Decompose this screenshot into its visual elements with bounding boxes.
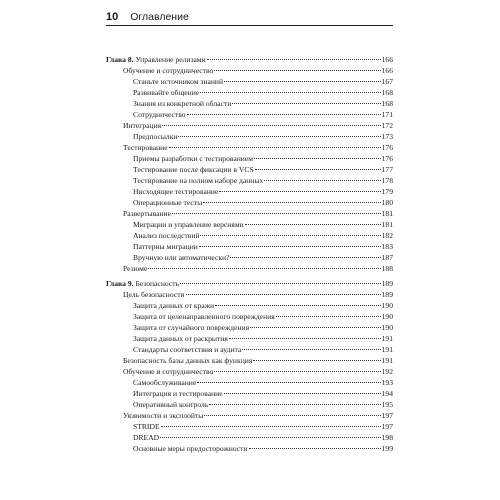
toc-entry-page: 179 (381, 187, 393, 196)
toc-subsection-entry (106, 443, 393, 454)
toc-entry-page: 188 (381, 264, 393, 273)
dot-leader (214, 371, 380, 372)
toc-entry-page: 183 (381, 242, 393, 251)
toc-entry-label (123, 120, 161, 131)
toc-entry-title: Предпосылки (133, 132, 178, 141)
toc-entry-label (123, 410, 203, 421)
dot-leader (160, 437, 380, 438)
toc-entry-page: 176 (381, 143, 393, 152)
toc-entry-label (123, 208, 171, 219)
toc-entry-page: 198 (381, 433, 393, 442)
dot-leader (186, 294, 381, 295)
toc-subsection-entry (106, 377, 393, 388)
toc-entry-title: Обучение и сотрудничество (123, 66, 214, 75)
toc-entry-page: 178 (381, 176, 393, 185)
toc-entry-page: 182 (381, 231, 393, 240)
toc-entry-page: 199 (381, 444, 393, 453)
toc-subsection-entry (106, 153, 393, 164)
toc-subsection-entry (106, 87, 393, 98)
toc-entry-title: Знания из конкретной области (133, 99, 232, 108)
toc-entry-label (133, 421, 160, 432)
toc-entry-title: Управление релизами (135, 55, 206, 64)
toc-subsection-entry (106, 388, 393, 399)
toc-entry-title: Интеграция и тестирование (133, 389, 223, 398)
toc-section-entry (106, 142, 393, 153)
dot-leader (230, 257, 380, 258)
toc-entry-title: Защита от случайного повреждения (133, 323, 250, 332)
toc-subsection-entry (106, 131, 393, 142)
toc-subsection-entry (106, 186, 393, 197)
running-header (106, 10, 393, 24)
toc-subsection-entry (106, 197, 393, 208)
toc-entry-page: 194 (381, 389, 393, 398)
toc-entry-label (123, 65, 213, 76)
toc-entry-label (123, 142, 168, 153)
toc-entry-label (133, 333, 228, 344)
toc-entry-label (123, 263, 147, 274)
toc-entry-page: 193 (381, 378, 393, 387)
toc-entry-label (133, 186, 218, 197)
toc-entry-title: Обучение и сотрудничество (123, 367, 214, 376)
toc-section-entry (106, 355, 393, 366)
toc-entry-page: 177 (381, 165, 393, 174)
dot-leader (178, 136, 380, 137)
toc-entry-title: Вручную или автоматически? (133, 253, 230, 262)
toc-entry-title: Операционные тесты (133, 198, 203, 207)
toc-section-entry (106, 120, 393, 131)
dot-leader (180, 283, 381, 284)
toc-subsection-entry (106, 98, 393, 109)
page-number: 10 (106, 11, 119, 23)
toc-entry-page: 166 (381, 55, 393, 64)
toc-chapter-entry (106, 54, 393, 65)
table-of-contents (106, 54, 393, 454)
dot-leader (250, 327, 381, 328)
toc-entry-title: Приемы разработки с тестированием (133, 154, 254, 163)
toc-entry-label (133, 219, 244, 230)
dot-leader (214, 70, 380, 71)
dot-leader (249, 448, 381, 449)
dot-leader (199, 246, 381, 247)
toc-entry-page: 189 (381, 290, 393, 299)
toc-entry-label (133, 311, 275, 322)
toc-entry-title: Защита от целенаправленного повреждения (133, 312, 275, 321)
toc-entry-title: Тестирование на полном наборе данных (133, 176, 264, 185)
toc-entry-page: 172 (381, 121, 393, 130)
toc-entry-title: Паттерны миграции (133, 242, 198, 251)
toc-subsection-entry (106, 76, 393, 87)
toc-entry-title: Оперативный контроль (133, 400, 209, 409)
dot-leader (169, 147, 381, 148)
toc-section-entry (106, 366, 393, 377)
dot-leader (255, 169, 381, 170)
toc-entry-label (133, 175, 263, 186)
toc-entry-label (106, 54, 206, 65)
toc-entry-title: DREAD (133, 433, 160, 442)
toc-entry-title: Самообслуживание (133, 378, 197, 387)
toc-subsection-entry (106, 300, 393, 311)
toc-entry-title: Стандарты соответствия и аудита (133, 345, 242, 354)
toc-entry-page: 191 (381, 334, 393, 343)
dot-leader (254, 158, 381, 159)
toc-entry-page: 191 (381, 356, 393, 365)
dot-leader (187, 114, 381, 115)
toc-entry-title: Уязвимости и эксплойты (123, 411, 204, 420)
toc-entry-label (133, 230, 199, 241)
toc-entry-page: 189 (381, 279, 393, 288)
toc-subsection-entry (106, 322, 393, 333)
dot-leader (148, 268, 380, 269)
toc-entry-page: 168 (381, 99, 393, 108)
toc-entry-title: Безопасность базы данных как функция (123, 356, 253, 365)
toc-entry-page: 190 (381, 312, 393, 321)
toc-entry-page: 166 (381, 66, 393, 75)
toc-subsection-entry (106, 333, 393, 344)
dot-leader (162, 125, 380, 126)
toc-entry-label (133, 98, 231, 109)
dot-leader (229, 338, 381, 339)
toc-subsection-entry (106, 241, 393, 252)
toc-subsection-entry (106, 421, 393, 432)
toc-subsection-entry (106, 252, 393, 263)
toc-entry-title: Нисходящее тестирование (133, 187, 219, 196)
toc-entry-page: 180 (381, 198, 393, 207)
dot-leader (224, 81, 381, 82)
toc-entry-page: 176 (381, 154, 393, 163)
dot-leader (232, 103, 380, 104)
toc-entry-label (123, 289, 185, 300)
toc-entry-page: 181 (381, 220, 393, 229)
dot-leader (203, 202, 380, 203)
toc-entry-label (133, 443, 248, 454)
dot-leader (242, 349, 380, 350)
toc-subsection-entry (106, 344, 393, 355)
toc-entry-label (133, 399, 208, 410)
dot-leader (204, 415, 380, 416)
toc-chapter-number: Глава 8. (106, 55, 134, 64)
toc-chapter-entry (106, 278, 393, 289)
dot-leader (200, 235, 380, 236)
toc-entry-title: Защита данных от раскрытия (133, 334, 228, 343)
toc-subsection-entry (106, 311, 393, 322)
header-rule (106, 25, 393, 26)
toc-entry-label (133, 76, 223, 87)
dot-leader (253, 360, 380, 361)
toc-entry-label (133, 344, 241, 355)
toc-subsection-entry (106, 219, 393, 230)
toc-section-entry (106, 263, 393, 274)
toc-entry-title: Цель безопасности (123, 290, 185, 299)
toc-chapter-number: Глава 9. (106, 279, 134, 288)
toc-subsection-entry (106, 109, 393, 120)
toc-entry-label (133, 388, 223, 399)
dot-leader (224, 393, 381, 394)
toc-entry-title: Тестирование после фиксации в VCS (133, 165, 254, 174)
dot-leader (245, 224, 381, 225)
toc-subsection-entry (106, 175, 393, 186)
toc-entry-title: Миграции и управление версиями (133, 220, 244, 229)
toc-entry-title: Тестирование (123, 143, 168, 152)
toc-entry-label (133, 300, 214, 311)
toc-entry-label (133, 252, 229, 263)
toc-entry-title: Защита данных от кражи (133, 301, 215, 310)
toc-entry-label (133, 197, 202, 208)
toc-entry-label (133, 164, 254, 175)
toc-entry-label (133, 432, 159, 443)
dot-leader (276, 316, 381, 317)
toc-entry-label (123, 355, 252, 366)
toc-entry-title: Развивайте общение (133, 88, 200, 97)
toc-entry-label (133, 87, 199, 98)
toc-entry-page: 190 (381, 323, 393, 332)
toc-entry-page: 187 (381, 253, 393, 262)
toc-section-entry (106, 65, 393, 76)
toc-entry-page: 171 (381, 110, 393, 119)
toc-entry-page: 173 (381, 132, 393, 141)
toc-entry-page: 167 (381, 77, 393, 86)
dot-leader (197, 382, 380, 383)
toc-entry-label (133, 153, 253, 164)
toc-subsection-entry (106, 399, 393, 410)
dot-leader (219, 191, 380, 192)
toc-entry-page: 168 (381, 88, 393, 97)
dot-leader (200, 92, 380, 93)
toc-entry-page: 190 (381, 301, 393, 310)
toc-entry-page: 195 (381, 400, 393, 409)
toc-section-entry (106, 289, 393, 300)
dot-leader (161, 426, 381, 427)
toc-entry-label (133, 322, 249, 333)
toc-entry-label (123, 366, 213, 377)
toc-entry-title: Развертывание (123, 209, 171, 218)
toc-entry-title: STRIDE (133, 422, 160, 431)
toc-entry-title: Сотрудничество (133, 110, 186, 119)
toc-entry-label (106, 278, 179, 289)
toc-entry-title: Анализ последствий (133, 231, 200, 240)
toc-entry-title: Безопасность (135, 279, 180, 288)
toc-entry-title: Резюме (123, 264, 148, 273)
toc-entry-label (133, 131, 177, 142)
toc-entry-page: 191 (381, 345, 393, 354)
dot-leader (264, 180, 380, 181)
toc-entry-label (133, 377, 196, 388)
toc-entry-page: 192 (381, 367, 393, 376)
dot-leader (215, 305, 381, 306)
toc-entry-page: 197 (381, 411, 393, 420)
dot-leader (207, 59, 381, 60)
running-title: Оглавление (130, 11, 189, 23)
toc-section-entry (106, 410, 393, 421)
toc-entry-page: 197 (381, 422, 393, 431)
toc-subsection-entry (106, 432, 393, 443)
dot-leader (172, 213, 381, 214)
toc-entry-label (133, 109, 186, 120)
toc-entry-title: Станьте источником знаний (133, 77, 224, 86)
toc-section-entry (106, 208, 393, 219)
toc-entry-page: 181 (381, 209, 393, 218)
toc-subsection-entry (106, 164, 393, 175)
toc-entry-title: Основные меры предосторожности (133, 444, 248, 453)
dot-leader (209, 404, 380, 405)
toc-subsection-entry (106, 230, 393, 241)
toc-entry-title: Интеграция (123, 121, 162, 130)
toc-entry-label (133, 241, 198, 252)
